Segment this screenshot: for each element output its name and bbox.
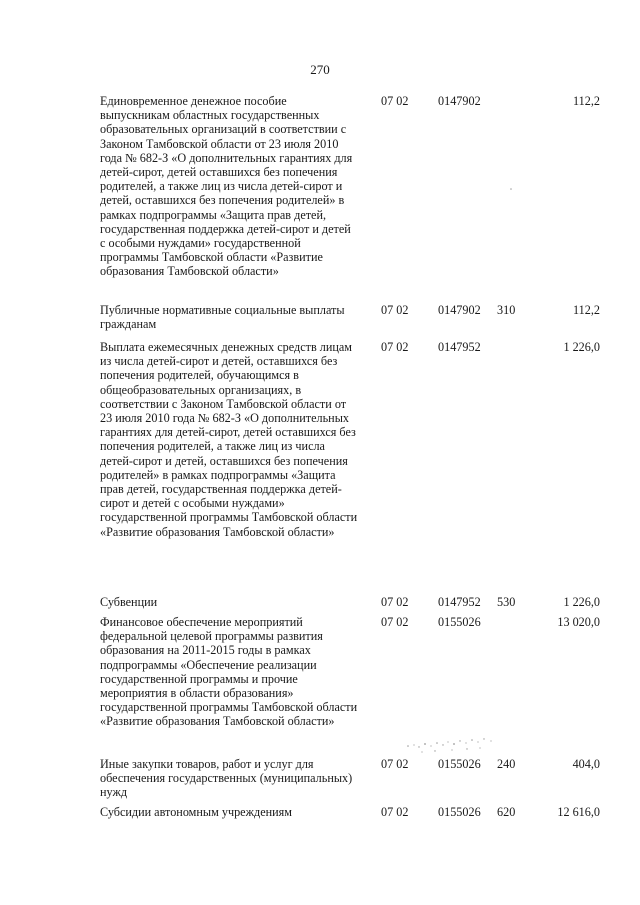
row-description: Финансовое обеспечение мероприятий федеральной целевой программы развития образования на 2011-2015 годы в рамках подпрограммы «Обеспечение реализации государственной программы и прочие мероприятия в области образования» государственной программы Тамбовской области «Развитие образования Тамбовской области»: [100, 615, 358, 729]
row-amount: 1 226,0: [563, 340, 600, 354]
row-description: Публичные нормативные социальные выплаты гражданам: [100, 303, 345, 332]
row-amount: 12 616,0: [557, 805, 600, 819]
row-description: Субвенции: [100, 595, 158, 609]
row-type: 240: [497, 757, 516, 771]
table-row: [0, 595, 640, 615]
table-row: [0, 615, 640, 757]
row-section: 07 02: [381, 757, 409, 771]
row-type: 530: [497, 595, 516, 609]
row-code: 0147952: [438, 595, 481, 609]
table-row: [0, 340, 640, 595]
row-section: 07 02: [381, 615, 409, 629]
budget-table: [0, 94, 640, 825]
row-amount: 112,2: [573, 94, 600, 108]
row-description: Субсидии автономным учреждениям: [100, 805, 292, 819]
row-description: Иные закупки товаров, работ и услуг для обеспечения государственных (муниципальных) нужд: [100, 757, 353, 800]
table-row: [0, 805, 640, 825]
row-code: 0147902: [438, 94, 481, 108]
row-amount: 112,2: [573, 303, 600, 317]
table-row: [0, 94, 640, 303]
row-code: 0147952: [438, 340, 481, 354]
row-section: 07 02: [381, 595, 409, 609]
row-code: 0155026: [438, 757, 481, 771]
row-section: 07 02: [381, 805, 409, 819]
row-code: 0147902: [438, 303, 481, 317]
row-type: 620: [497, 805, 516, 819]
row-section: 07 02: [381, 303, 409, 317]
row-section: 07 02: [381, 340, 409, 354]
page-number: 270: [310, 62, 330, 77]
row-amount: 404,0: [572, 757, 600, 771]
row-code: 0155026: [438, 615, 481, 629]
row-description: Единовременное денежное пособие выпускникам областных государственных образовательных организаций в соответствии с Законом Тамбовской области от 23 июля 2010 года № 682-З «О дополнительных гарантиях для детей-сирот, детей оставшихся без попечения родителей, а также лиц из числа детей-сирот и детей, оставшихся без попечения родителей» в рамках подпрограммы «Защита прав детей, государственная поддержка детей-сирот и детей с особыми нуждами» государственной программы Тамбовской области «Развитие образования Тамбовской области»: [100, 94, 353, 279]
table-row: [0, 757, 640, 805]
row-section: 07 02: [381, 94, 409, 108]
table-row: [0, 303, 640, 340]
row-amount: 13 020,0: [557, 615, 600, 629]
row-amount: 1 226,0: [563, 595, 600, 609]
row-type: 310: [497, 303, 516, 317]
row-description: Выплата ежемесячных денежных средств лицам из числа детей-сирот и детей, оставшихся без попечения родителей, обучающимся в общеобразовательных организациях, в соответствии с Законом Тамбовской области от 23 июля 2010 года № 682-З «О дополнительных гарантиях для детей-сирот, детей оставшихся без попечения родителей, а также лиц из числа детей-сирот и детей, оставшихся без попечения родителей» в рамках подпрограммы «Защита прав детей, государственная поддержка детей-сирот и детей с особыми нуждами» государственной программы Тамбовской области «Развитие образования Тамбовской области»: [100, 340, 358, 539]
row-code: 0155026: [438, 805, 481, 819]
